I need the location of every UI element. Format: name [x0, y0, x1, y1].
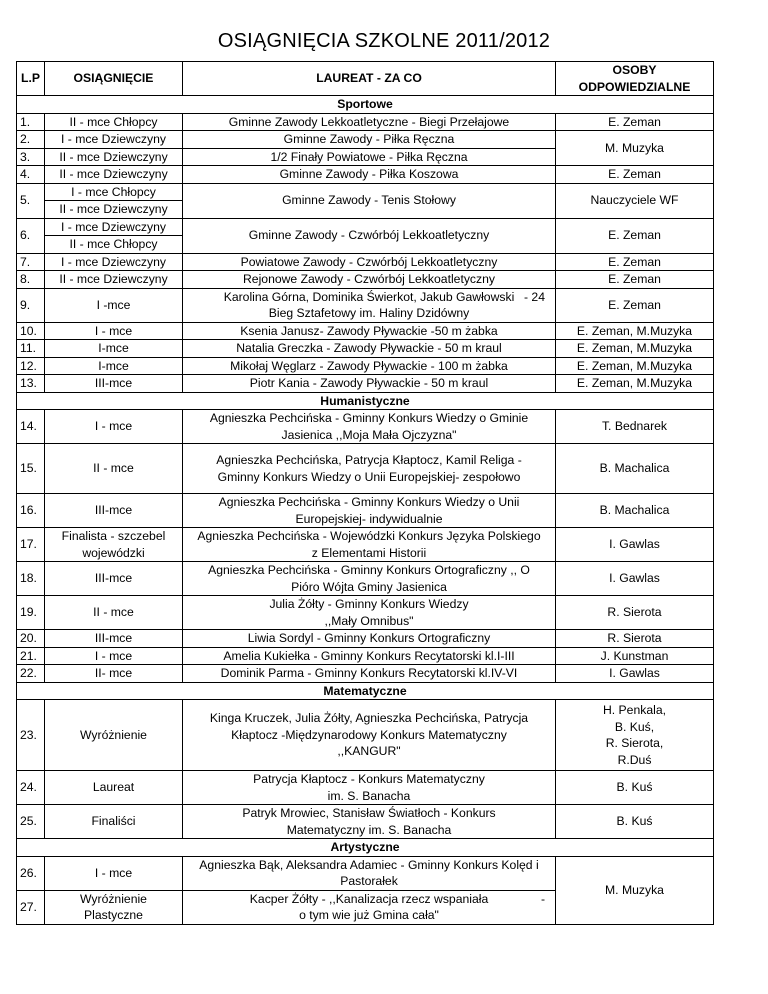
- cell-osoby: I. Gawlas: [556, 528, 714, 562]
- cell-osiagniecie: I-mce: [45, 340, 183, 358]
- section-matematyczne: Matematyczne: [17, 682, 714, 700]
- cell-lp: 11.: [17, 340, 45, 358]
- cell-osiagniecie: Finaliści: [45, 805, 183, 839]
- laureat-line: Agnieszka Pechcińska, Patrycja Kłaptocz, Kamil Religa -: [216, 453, 522, 467]
- osoby-line: R. Sierota,: [605, 736, 664, 750]
- cell-osiagniecie: II - mce: [45, 444, 183, 494]
- cell-osoby: Nauczyciele WF: [556, 183, 714, 218]
- cell-laureat: [183, 856, 556, 890]
- table-row: [17, 444, 714, 494]
- cell-osiagniecie: I - mce: [45, 647, 183, 665]
- laureat-line: Pióro Wójta Gminy Jasienica: [291, 579, 447, 594]
- header-laureat: LAUREAT - ZA CO: [183, 62, 556, 96]
- section-row: [17, 682, 714, 700]
- cell-osoby: E. Zeman, M.Muzyka: [556, 357, 714, 375]
- table-row: [17, 357, 714, 375]
- cell-osoby: E. Zeman: [556, 166, 714, 184]
- table-row: [17, 166, 714, 184]
- cell-lp: 9.: [17, 288, 45, 322]
- cell-laureat: Amelia Kukiełka - Gminny Konkurs Recytatorski kl.I-III: [183, 647, 556, 665]
- cell-osoby: E. Zeman: [556, 271, 714, 289]
- cell-laureat: Natalia Greczka - Zawody Pływackie - 50 m kraul: [183, 340, 556, 358]
- table-row: [17, 805, 714, 839]
- section-sportowe: Sportowe: [17, 96, 714, 114]
- cell-osiagniecie: I - mce: [45, 410, 183, 444]
- cell-lp: 19.: [17, 596, 45, 630]
- laureat-line: Kłaptocz -Międzynarodowy Konkurs Matematyczny: [231, 727, 507, 742]
- cell-osiagniecie: II - mce Chłopcy: [45, 236, 183, 254]
- cell-osoby: J. Kunstman: [556, 647, 714, 665]
- cell-osiagniecie: II - mce: [45, 596, 183, 630]
- cell-laureat: Rejonowe Zawody - Czwórbój Lekkoatletyczny: [183, 271, 556, 289]
- cell-osoby: B. Machalica: [556, 444, 714, 494]
- page-title: OSIĄGNIĘCIA SZKOLNE 2011/2012: [217, 30, 551, 52]
- osoby-line: R.Duś: [617, 752, 652, 767]
- cell-osiagniecie: II - mce Dziewczyny: [45, 148, 183, 166]
- cell-lp: 18.: [17, 562, 45, 596]
- section-row: [17, 839, 714, 857]
- cell-osoby: [556, 700, 714, 771]
- cell-osiagniecie: II - mce Dziewczyny: [45, 271, 183, 289]
- laureat-line: z Elementami Historii: [311, 545, 427, 560]
- osiag-line: Wyróżnienie: [80, 891, 147, 906]
- table-row: [17, 253, 714, 271]
- header-osiagniecie: OSIĄGNIĘCIE: [45, 62, 183, 96]
- cell-osoby: T. Bednarek: [556, 410, 714, 444]
- osiag-line: Finalista - szczebel: [61, 529, 166, 543]
- cell-osiagniecie: [45, 528, 183, 562]
- cell-lp: 14.: [17, 410, 45, 444]
- laureat-line: Europejskiej- indywidualnie: [295, 511, 443, 526]
- header-row: [17, 62, 714, 96]
- cell-lp: 26.: [17, 856, 45, 890]
- cell-osiagniecie: II- mce: [45, 665, 183, 683]
- cell-laureat: Liwia Sordyl - Gminny Konkurs Ortograficzny: [183, 630, 556, 648]
- cell-lp: 12.: [17, 357, 45, 375]
- laureat-line: Agnieszka Pechcińska - Gminny Konkurs Ortograficzny ,, O: [208, 563, 530, 577]
- cell-laureat: Piotr Kania - Zawody Pływackie - 50 m kraul: [183, 375, 556, 393]
- table-row: [17, 288, 714, 322]
- cell-osoby: E. Zeman: [556, 253, 714, 271]
- header-osoby: OSOBY ODPOWIEDZIALNE: [556, 62, 714, 96]
- cell-laureat: Gminne Zawody - Tenis Stołowy: [183, 183, 556, 218]
- laureat-line: Gminny Konkurs Wiedzy o Unii Europejskiej- zespołowo: [217, 469, 521, 484]
- cell-osoby: B. Machalica: [556, 494, 714, 528]
- laureat-line: Kacper Żółty - ,,Kanalizacja rzecz wspaniała: [249, 891, 489, 906]
- cell-laureat: Powiatowe Zawody - Czwórbój Lekkoatletyczny: [183, 253, 556, 271]
- table-row: [17, 596, 714, 630]
- table-row: [17, 856, 714, 890]
- table-row: [17, 630, 714, 648]
- table-row: [17, 700, 714, 771]
- cell-lp: 8.: [17, 271, 45, 289]
- cell-lp: 10.: [17, 322, 45, 340]
- table-row: [17, 494, 714, 528]
- table-row: [17, 322, 714, 340]
- laureat-line: Pastorałek: [340, 874, 398, 888]
- section-artystyczne: Artystyczne: [17, 839, 714, 857]
- cell-laureat: [183, 528, 556, 562]
- cell-osiagniecie: I -mce: [45, 288, 183, 322]
- cell-osoby: B. Kuś: [556, 805, 714, 839]
- cell-laureat: Gminne Zawody Lekkoatletyczne - Biegi Przełajowe: [183, 113, 556, 131]
- cell-osiagniecie: [45, 890, 183, 924]
- laureat-line: Kinga Kruczek, Julia Żółty, Agnieszka Pechcińska, Patrycja: [209, 711, 529, 726]
- cell-osiagniecie: I-mce: [45, 357, 183, 375]
- cell-lp: 13.: [17, 375, 45, 393]
- laureat-suffix: - 24: [523, 289, 545, 304]
- laureat-line: ,,Mały Omnibus": [324, 613, 414, 628]
- cell-osoby: E. Zeman, M.Muzyka: [556, 340, 714, 358]
- table-row: [17, 771, 714, 805]
- section-humanistyczne: Humanistyczne: [17, 392, 714, 410]
- table-row: [17, 647, 714, 665]
- laureat-line: Jasienica ,,Moja Mała Ojczyzna": [281, 427, 457, 442]
- cell-osiagniecie: I - mce: [45, 856, 183, 890]
- laureat-line: Patrycja Kłaptocz - Konkurs Matematyczny: [253, 772, 485, 786]
- cell-lp: 4.: [17, 166, 45, 184]
- cell-osiagniecie: II - mce Dziewczyny: [45, 166, 183, 184]
- table-row: [17, 183, 714, 201]
- cell-osoby: R. Sierota: [556, 630, 714, 648]
- cell-osoby: R. Sierota: [556, 596, 714, 630]
- cell-laureat: 1/2 Finały Powiatowe - Piłka Ręczna: [183, 148, 556, 166]
- cell-laureat: Ksenia Janusz- Zawody Pływackie -50 m żabka: [183, 322, 556, 340]
- cell-osiagniecie: III-mce: [45, 562, 183, 596]
- cell-laureat: Gminne Zawody - Piłka Ręczna: [183, 131, 556, 149]
- table-row: [17, 562, 714, 596]
- cell-laureat: Mikołaj Węglarz - Zawody Pływackie - 100 m żabka: [183, 357, 556, 375]
- cell-lp: 27.: [17, 890, 45, 924]
- cell-lp: 5.: [17, 183, 45, 218]
- cell-osiagniecie: III-mce: [45, 375, 183, 393]
- cell-lp: 2.: [17, 131, 45, 149]
- laureat-line: im. S. Banacha: [327, 788, 411, 803]
- cell-laureat: [183, 771, 556, 805]
- table-row: [17, 375, 714, 393]
- laureat-line: Patryk Mrowiec, Stanisław Światłoch - Konkurs: [242, 806, 496, 820]
- cell-lp: 6.: [17, 218, 45, 253]
- laureat-line: Bieg Sztafetowy im. Haliny Dzidówny: [268, 306, 470, 320]
- cell-osiagniecie: I - mce Dziewczyny: [45, 131, 183, 149]
- cell-lp: 25.: [17, 805, 45, 839]
- cell-osoby: I. Gawlas: [556, 562, 714, 596]
- cell-laureat: Gminne Zawody - Czwórbój Lekkoatletyczny: [183, 218, 556, 253]
- cell-osoby: E. Zeman: [556, 113, 714, 131]
- cell-osiagniecie: II - mce Chłopcy: [45, 113, 183, 131]
- cell-lp: 3.: [17, 148, 45, 166]
- cell-laureat: [183, 805, 556, 839]
- cell-osiagniecie: I - mce Dziewczyny: [45, 218, 183, 236]
- osiag-line: wojewódzki: [82, 545, 145, 560]
- cell-lp: 21.: [17, 647, 45, 665]
- cell-osiagniecie: II - mce Dziewczyny: [45, 201, 183, 219]
- laureat-line: o tym wie już Gmina cała": [299, 908, 439, 922]
- header-lp: L.P: [17, 62, 45, 96]
- cell-lp: 1.: [17, 113, 45, 131]
- cell-laureat: [183, 410, 556, 444]
- cell-osiagniecie: III-mce: [45, 630, 183, 648]
- cell-lp: 22.: [17, 665, 45, 683]
- table-row: [17, 271, 714, 289]
- cell-osoby: E. Zeman, M.Muzyka: [556, 375, 714, 393]
- cell-lp: 7.: [17, 253, 45, 271]
- cell-laureat: [183, 562, 556, 596]
- laureat-line: ,,KANGUR": [337, 744, 401, 759]
- cell-osiagniecie: I - mce Chłopcy: [45, 183, 183, 201]
- laureat-line: Agnieszka Pechcińska - Wojewódzki Konkurs Języka Polskiego: [197, 529, 541, 543]
- osoby-line: H. Penkala,: [602, 703, 666, 717]
- cell-osoby: E. Zeman: [556, 218, 714, 253]
- cell-lp: 17.: [17, 528, 45, 562]
- achievements-table: [16, 61, 714, 925]
- cell-osiagniecie: Laureat: [45, 771, 183, 805]
- cell-osoby: I. Gawlas: [556, 665, 714, 683]
- cell-osoby: E. Zeman: [556, 288, 714, 322]
- section-row: [17, 392, 714, 410]
- laureat-suffix: -: [540, 891, 545, 906]
- laureat-line: Matematyczny im. S. Banacha: [286, 822, 452, 837]
- table-row: [17, 665, 714, 683]
- cell-lp: 23.: [17, 700, 45, 771]
- table-row: [17, 410, 714, 444]
- cell-lp: 16.: [17, 494, 45, 528]
- cell-lp: 24.: [17, 771, 45, 805]
- cell-osoby: M. Muzyka: [556, 856, 714, 924]
- cell-laureat: [183, 444, 556, 494]
- osoby-line: B. Kuś,: [614, 719, 655, 734]
- cell-osiagniecie: I - mce: [45, 322, 183, 340]
- cell-laureat: Gminne Zawody - Piłka Koszowa: [183, 166, 556, 184]
- laureat-line: Agnieszka Pechcińska - Gminny Konkurs Wiedzy o Unii: [218, 495, 520, 509]
- table-row: [17, 340, 714, 358]
- table-row: [17, 528, 714, 562]
- cell-osoby: E. Zeman, M.Muzyka: [556, 322, 714, 340]
- cell-lp: 15.: [17, 444, 45, 494]
- table-row: [17, 218, 714, 236]
- cell-osoby: M. Muzyka: [556, 131, 714, 166]
- table-row: [17, 113, 714, 131]
- cell-lp: 20.: [17, 630, 45, 648]
- cell-laureat: [183, 596, 556, 630]
- laureat-line: Julia Żółty - Gminny Konkurs Wiedzy: [269, 597, 469, 611]
- cell-laureat: [183, 288, 556, 322]
- laureat-line: Agnieszka Pechcińska - Gminny Konkurs Wiedzy o Gminie: [209, 411, 529, 425]
- cell-osiagniecie: III-mce: [45, 494, 183, 528]
- laureat-line: Agnieszka Bąk, Aleksandra Adamiec - Gminny Konkurs Kolęd i: [199, 857, 539, 872]
- cell-laureat: [183, 494, 556, 528]
- cell-osiagniecie: Wyróżnienie: [45, 700, 183, 771]
- table-row: [17, 131, 714, 149]
- cell-osiagniecie: I - mce Dziewczyny: [45, 253, 183, 271]
- cell-osoby: B. Kuś: [556, 771, 714, 805]
- cell-laureat: [183, 890, 556, 924]
- cell-laureat: Dominik Parma - Gminny Konkurs Recytatorski kl.IV-VI: [183, 665, 556, 683]
- osiag-line: Plastyczne: [84, 908, 143, 922]
- section-row: [17, 96, 714, 114]
- laureat-line: Karolina Górna, Dominika Świerkot, Jakub Gawłowski: [223, 289, 515, 304]
- cell-laureat: [183, 700, 556, 771]
